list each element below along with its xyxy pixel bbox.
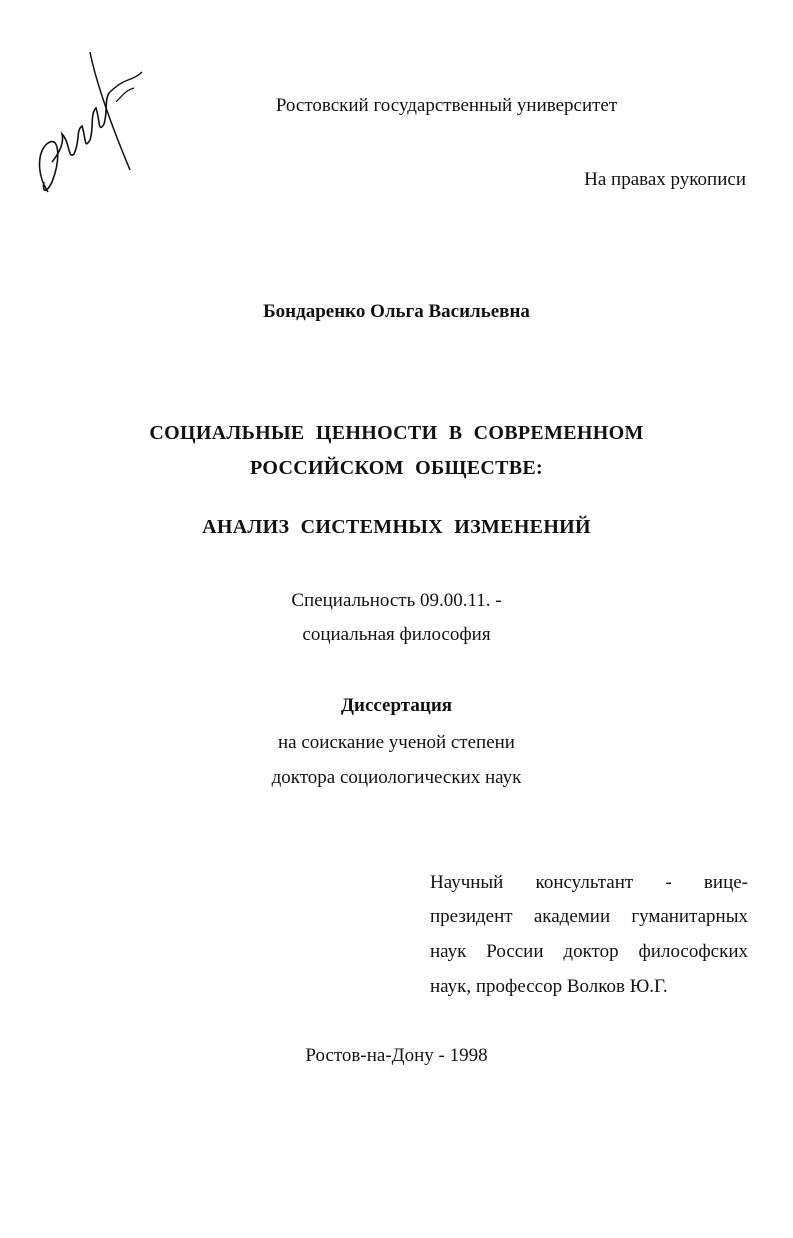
- title-line-3: АНАЛИЗ СИСТЕМНЫХ ИЗМЕНЕНИЙ: [202, 516, 591, 538]
- consultant-line-3: наук России доктор философских: [430, 941, 748, 962]
- specialty-code: Специальность 09.00.11. -: [291, 590, 502, 611]
- manuscript-rights-label: На правах рукописи: [584, 169, 746, 190]
- title-line-1: СОЦИАЛЬНЫЕ ЦЕННОСТИ В СОВРЕМЕННОМ: [149, 422, 644, 444]
- degree-line-2: доктора социологических наук: [271, 767, 522, 788]
- title-line-2: РОССИЙСКОМ ОБЩЕСТВЕ:: [250, 457, 543, 479]
- city-year: Ростов-на-Дону - 1998: [305, 1045, 488, 1066]
- consultant-line-2: президент академии гуманитарных: [430, 906, 748, 927]
- consultant-line-4: наук, профессор Волков Ю.Г.: [430, 976, 668, 997]
- handwritten-signature: [30, 42, 150, 212]
- degree-line-1: на соискание ученой степени: [278, 732, 515, 753]
- specialty-name: социальная философия: [302, 624, 491, 645]
- consultant-line-1: Научный консультант - вице-: [430, 872, 748, 893]
- author-name: Бондаренко Ольга Васильевна: [263, 301, 530, 322]
- dissertation-heading: Диссертация: [340, 695, 453, 716]
- university-name: Ростовский государственный университет: [275, 95, 618, 116]
